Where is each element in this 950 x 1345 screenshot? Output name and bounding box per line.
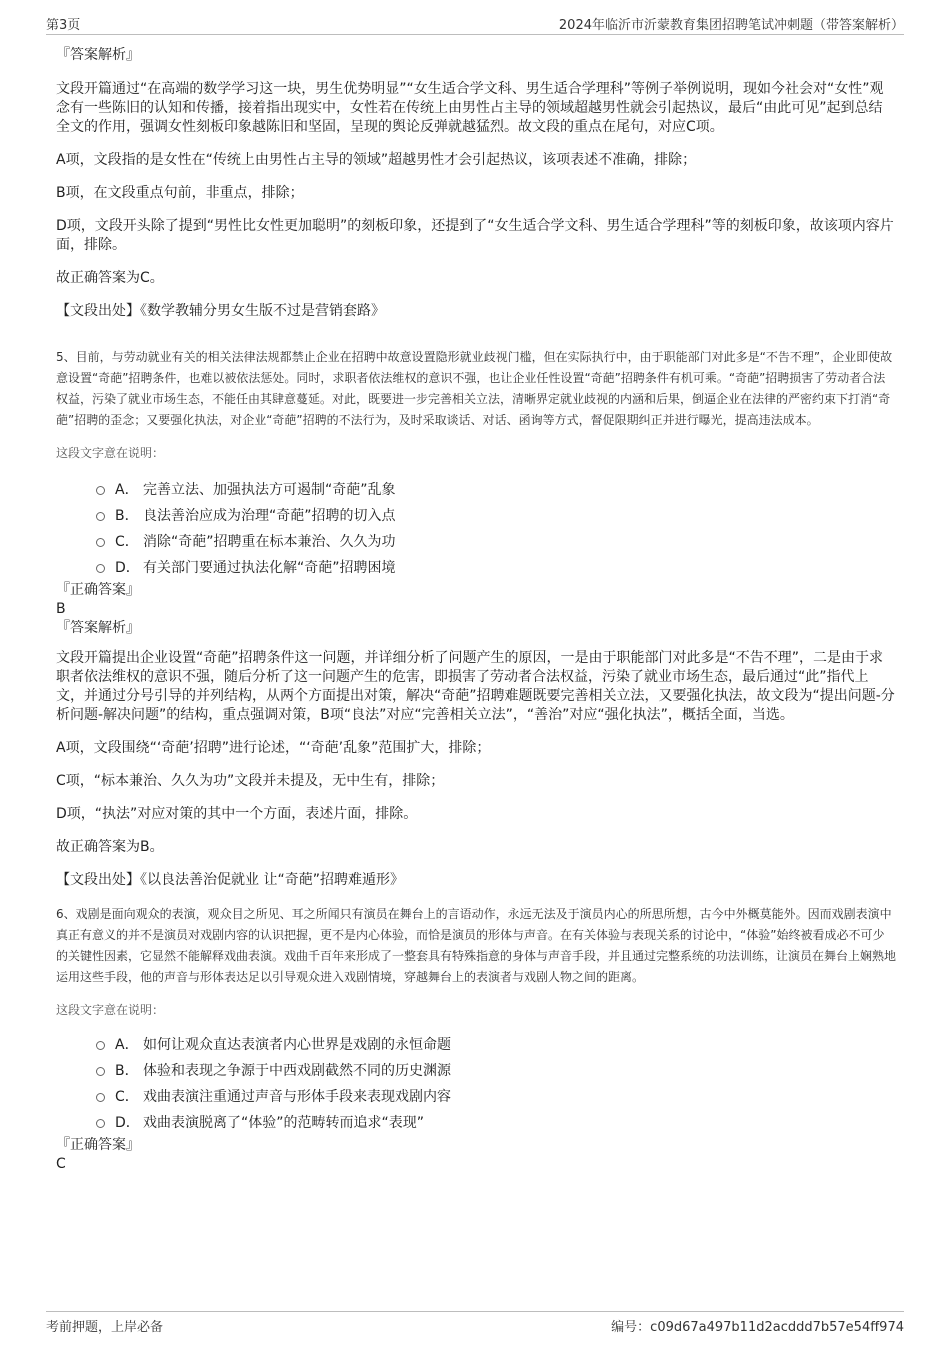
analysis-option-d: D项，“执法”对应对策的其中一个方面，表述片面，排除。 bbox=[56, 806, 418, 822]
analysis-text: 文段开篇通过“在高端的数学学习这一块，男生优势明显”“女生适合学文科、男生适合学理科”等例子举例说明，现如今社会对“女性”观念有一些陈旧的认知和传播，接着指出现实中，女性若在传统上由男性占主导的领域超越男性就会引起热议，最后“由此可见”起到总结全文的作用，强调女性刻板印象越陈旧和坚固，呈现的舆论反弹就越猛烈。故文段的重点在尾句，对应C项。 bbox=[56, 81, 884, 135]
question-6-option-c[interactable]: C． 戏曲表演注重通过声音与形体手段来表现戏剧内容 bbox=[96, 1084, 896, 1110]
radio-icon[interactable] bbox=[96, 564, 105, 573]
correct-answer: B bbox=[56, 601, 66, 617]
question-6-options bbox=[96, 1032, 896, 1136]
analysis-option-a: A项，文段指的是女性在“传统上由男性占主导的领域”超越男性才会引起热议，该项表述不准确，排除； bbox=[56, 152, 697, 168]
radio-icon[interactable] bbox=[96, 1119, 105, 1128]
analysis-option-b: B项，在文段重点句前，非重点，排除； bbox=[56, 185, 304, 201]
radio-icon[interactable] bbox=[96, 1041, 105, 1050]
text-source: 【文段出处】《数学教辅分男女生版不过是营销套路》 bbox=[56, 303, 385, 319]
page-header bbox=[46, 8, 904, 35]
radio-icon[interactable] bbox=[96, 486, 105, 495]
page-footer bbox=[46, 1311, 904, 1338]
question-6-option-d[interactable]: D． 戏曲表演脱离了“体验”的范畴转而追求“表现” bbox=[96, 1110, 896, 1136]
radio-icon[interactable] bbox=[96, 512, 105, 521]
radio-icon[interactable] bbox=[96, 1067, 105, 1076]
analysis-text: 文段开篇提出企业设置“奇葩”招聘条件这一问题，并详细分析了问题产生的原因，一是由于职能部门对此多是“不告不理”，二是由于求职者依法维权的意识不强，随后分析了这一问题产生的危害，即损害了劳动者合法权益，污染了就业市场生态，最后通过“此”指代上文，并通过分号引导的并列结构，从两个方面提出对策，解决“奇葩”招聘难题既要完善相关立法，又要强化执法，故文段为“提出问题-分析问题-解决问题”的结构，重点强调对策，B项“良法”对应“完善相关立法”，“善治”对应“强化执法”，概括全面，当选。 bbox=[56, 650, 895, 723]
page-content bbox=[56, 46, 896, 1174]
correct-answer: C bbox=[56, 1156, 66, 1172]
analysis-option-a: A项，文段围绕“‘奇葩’招聘”进行论述，“‘奇葩’乱象”范围扩大，排除； bbox=[56, 740, 491, 756]
analysis-option-c: C项，“标本兼治、久久为功”文段并未提及，无中生有，排除； bbox=[56, 773, 445, 789]
analysis-conclusion: 故正确答案为C。 bbox=[56, 270, 164, 286]
analysis-label: 『答案解析』 bbox=[56, 620, 140, 636]
question-6-option-a[interactable]: A． 如何让观众直达表演者内心世界是戏剧的永恒命题 bbox=[96, 1032, 896, 1058]
question-5-prompt: 这段文字意在说明： bbox=[56, 446, 165, 460]
radio-icon[interactable] bbox=[96, 538, 105, 547]
text-source: 【文段出处】《以良法善治促就业 让“奇葩”招聘难遁形》 bbox=[56, 872, 404, 888]
analysis-option-d: D项，文段开头除了提到“男性比女性更加聪明”的刻板印象，还提到了“女生适合学文科、男生适合学理科”等的刻板印象，故该项内容片面，排除。 bbox=[56, 218, 894, 253]
correct-answer-label: 『正确答案』 bbox=[56, 582, 140, 598]
document-title: 2024年临沂市沂蒙教育集团招聘笔试冲刺题（带答案解析） bbox=[558, 18, 904, 33]
page-number: 第3页 bbox=[46, 18, 81, 33]
question-6-text: 6、戏剧是面向观众的表演，观众目之所见、耳之所闻只有演员在舞台上的言语动作，永远无法及于演员内心的所思所想，古今中外概莫能外。因而戏剧表演中真正有意义的并不是演员对戏剧内容的认识把握，更不是内心体验，而恰是演员的形体与声音。在有关体验与表现关系的讨论中，“体验”始终被看成必不可少的关键性因素，它显然不能解释戏曲表演。戏曲千百年来形成了一整套具有特殊指意的身体与声音手段，并且通过完整系统的功法训练，让演员在舞台上娴熟地运用这些手段，他的声音与形体表达足以引导观众进入戏剧情境，穿越舞台上的表演者与戏剧人物之间的距离。 bbox=[56, 907, 897, 984]
question-6-prompt: 这段文字意在说明： bbox=[56, 1003, 165, 1017]
question-5-option-d[interactable]: D． 有关部门要通过执法化解“奇葩”招聘困境 bbox=[96, 555, 896, 581]
document-id: 编号：c09d67a497b11d2acddd7b57e54ff974 bbox=[611, 1320, 904, 1335]
question-5-options bbox=[96, 477, 896, 581]
correct-answer-label: 『正确答案』 bbox=[56, 1137, 140, 1153]
question-5-option-c[interactable]: C． 消除“奇葩”招聘重在标本兼治、久久为功 bbox=[96, 529, 896, 555]
radio-icon[interactable] bbox=[96, 1093, 105, 1102]
question-5-option-b[interactable]: B． 良法善治应成为治理“奇葩”招聘的切入点 bbox=[96, 503, 896, 529]
question-5-text: 5、目前，与劳动就业有关的相关法律法规都禁止企业在招聘中故意设置隐形就业歧视门槛，但在实际执行中，由于职能部门对此多是“不告不理”，企业即使故意设置“奇葩”招聘条件，也难以被依法惩处。同时，求职者依法维权的意识不强，也让企业任性设置“奇葩”招聘条件有机可乘。“奇葩”招聘损害了劳动者合法权益，污染了就业市场生态，不能任由其肆意蔓延。对此，既要进一步完善相关立法，清晰界定就业歧视的内涵和后果，倒逼企业在法律的严密约束下打消“奇葩”招聘的歪念；又要强化执法，对企业“奇葩”招聘的不法行为，及时采取谈话、对话、函询等方式，督促限期纠正并进行曝光，提高违法成本。 bbox=[56, 350, 893, 427]
analysis-conclusion: 故正确答案为B。 bbox=[56, 839, 164, 855]
question-6-option-b[interactable]: B． 体验和表现之争源于中西戏剧截然不同的历史渊源 bbox=[96, 1058, 896, 1084]
footer-slogan: 考前押题，上岸必备 bbox=[46, 1320, 164, 1335]
question-5-option-a[interactable]: A． 完善立法、加强执法方可遏制“奇葩”乱象 bbox=[96, 477, 896, 503]
analysis-label: 『答案解析』 bbox=[56, 47, 140, 63]
